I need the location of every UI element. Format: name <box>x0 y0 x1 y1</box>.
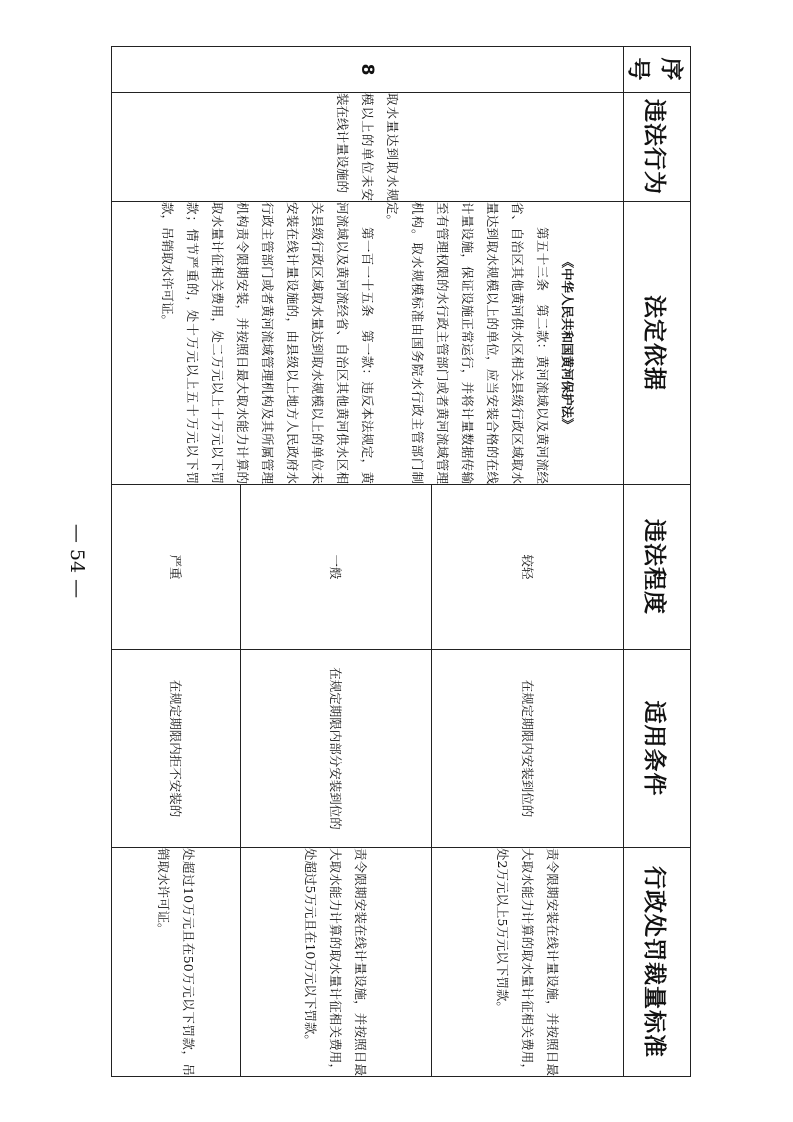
degree-cell: 严重 <box>112 485 241 650</box>
header-seq: 序号 <box>624 47 691 93</box>
header-condition: 适用条件 <box>624 650 691 848</box>
basis-title: 《中华人民共和国黄河保护法》 <box>560 255 575 431</box>
basis-paragraph-2: 第一百一十五条 第一款：违反本法规定，黄河流域以及黄河流经省、自治区其他黄河供水区相关县级行政区域取水量达到取水规模以上的单位未安装在线计量设施的，由县级以上地方人民政府水行政主管部门或者黄河流域管理机构及其所属管理机构责令限期安装，并按照日最大取水能力计算的取水量计征相关费用，处二万元以上十万元以下罚款；情节严重的，处十万元以上五十万元以下罚款，吊销取水许可证。 <box>160 202 375 484</box>
header-row <box>624 47 691 1077</box>
act-cell: 取水量达到取水规模以上的单位未安装在线计量设施的 <box>112 93 624 202</box>
basis-paragraph-1: 第五十三条 第二款：黄河流域以及黄河流经省、自治区其他黄河供水区相关县级行政区域取水量达到取水规模以上的单位，应当安装合格的在线计量设施，保证设施正常运行，并将计量数据传输至有管理权限的水行政主管部门或者黄河流域管理机构。取水规模标准由国务院水行政主管部门制定。 <box>385 202 550 484</box>
header-standard: 行政处罚裁量标准 <box>624 848 691 1077</box>
table-row <box>432 47 624 1077</box>
header-basis: 法定依据 <box>624 202 691 485</box>
header-degree: 违法程度 <box>624 485 691 650</box>
header-act: 违法行为 <box>624 93 691 202</box>
standard-cell: 责令限期安装在线计量设施，并按照日最大取水能力计算的取水量计征相关费用，处2万元以上5万元以下罚款。 <box>432 848 624 1077</box>
page-number: — 54 — <box>66 523 88 599</box>
standard-cell: 责令限期安装在线计量设施，并按照日最大取水能力计算的取水量计征相关费用，处超过5万元且在10万元以下罚款。 <box>240 848 432 1077</box>
standard-cell: 处超过10万元且在50万元以下罚款，吊销取水许可证。 <box>112 848 241 1077</box>
condition-cell: 在规定期限内拒不安装的 <box>112 650 241 848</box>
condition-cell: 在规定期限内安装到位的 <box>432 650 624 848</box>
degree-cell: 较轻 <box>432 485 624 650</box>
degree-cell: 一般 <box>240 485 432 650</box>
condition-cell: 在规定期限内部分安装到位的 <box>240 650 432 848</box>
penalty-table <box>111 46 691 1077</box>
seq-cell: 8 <box>112 47 624 93</box>
basis-cell <box>112 202 624 485</box>
